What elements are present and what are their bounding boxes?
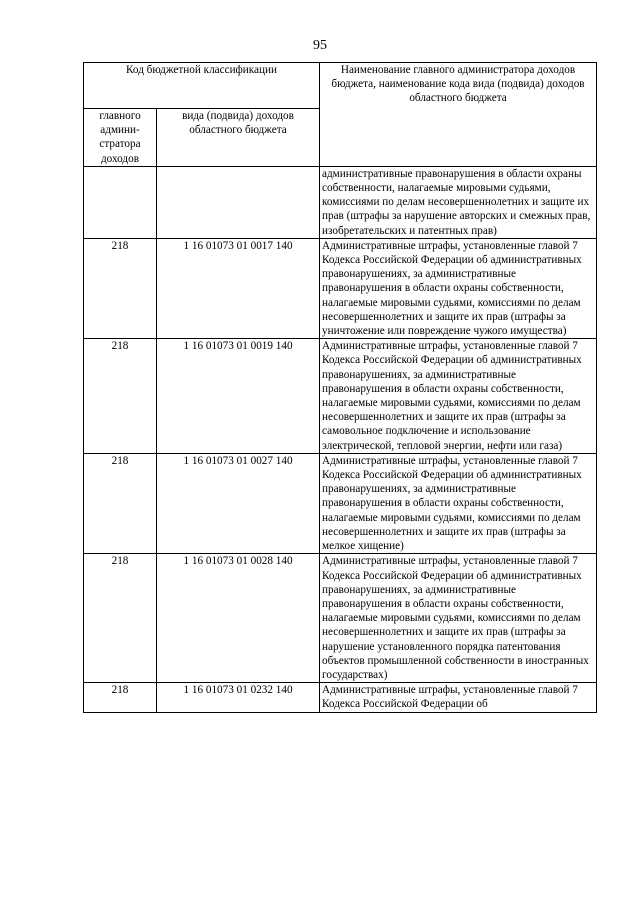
cell-description: Административные штрафы, установленные главой 7 Кодекса Российской Федерации об административных правонарушениях, за административные правонарушения в области охраны собственности, налагаемые мировыми судьями, комиссиями по делам несовершеннолетних и защите их прав (штрафы за нарушение установленного порядка патентования объектов промышленной собственности в иностранных государствах) (320, 554, 597, 683)
table-row-continuation (84, 166, 597, 238)
budget-classification-table (83, 62, 597, 713)
cell-description: административные правонарушения в области охраны собственности, налагаемые мировыми судьями, комиссиями по делам несовершеннолетних и защите их прав (штрафы за нарушение авторских и смежных прав, изобретательских и патентных прав) (320, 166, 597, 238)
cell-income-code: 1 16 01073 01 0017 140 (157, 238, 320, 338)
cell-admin-code: 218 (84, 339, 157, 454)
cell-income-code: 1 16 01073 01 0027 140 (157, 453, 320, 553)
table-row (84, 554, 597, 683)
cell-description: Административные штрафы, установленные главой 7 Кодекса Российской Федерации об административных правонарушениях, за административные правонарушения в области охраны собственности, налагаемые мировыми судьями, комиссиями по делам несовершеннолетних и защите их прав (штрафы за мелкое хищение) (320, 453, 597, 553)
cell-admin-code (84, 166, 157, 238)
table-row (84, 238, 597, 338)
cell-admin-code: 218 (84, 683, 157, 712)
header-budget-classification-code: Код бюджетной классификации (84, 63, 320, 109)
table-row (84, 683, 597, 712)
cell-income-code: 1 16 01073 01 0028 140 (157, 554, 320, 683)
cell-description: Административные штрафы, установленные главой 7 Кодекса Российской Федерации об административных правонарушениях, за административные правонарушения в области охраны собственности, налагаемые мировыми судьями, комиссиями по делам несовершеннолетних и защите их прав (штрафы за уничтожение или повреждение чужого имущества) (320, 238, 597, 338)
cell-admin-code: 218 (84, 238, 157, 338)
table-header-row (84, 63, 597, 109)
header-income-kind: вида (подвида) доходов областного бюджета (157, 109, 320, 167)
cell-income-code (157, 166, 320, 238)
table-row (84, 453, 597, 553)
cell-admin-code: 218 (84, 453, 157, 553)
cell-admin-code: 218 (84, 554, 157, 683)
cell-income-code: 1 16 01073 01 0019 140 (157, 339, 320, 454)
page-number: 95 (313, 38, 327, 53)
cell-description: Административные штрафы, установленные главой 7 Кодекса Российской Федерации об административных правонарушениях, за административные правонарушения в области охраны собственности, налагаемые мировыми судьями, комиссиями по делам несовершеннолетних и защите их прав (штрафы за самовольное подключение и использование электрической, тепловой энергии, нефти или газа) (320, 339, 597, 454)
cell-description: Административные штрафы, установленные главой 7 Кодекса Российской Федерации об (320, 683, 597, 712)
header-description: Наименование главного администратора доходов бюджета, наименование кода вида (подвида) доходов областного бюджета (320, 63, 597, 167)
header-main-administrator: главного админи-стратора доходов (84, 109, 157, 167)
table-row (84, 339, 597, 454)
cell-income-code: 1 16 01073 01 0232 140 (157, 683, 320, 712)
